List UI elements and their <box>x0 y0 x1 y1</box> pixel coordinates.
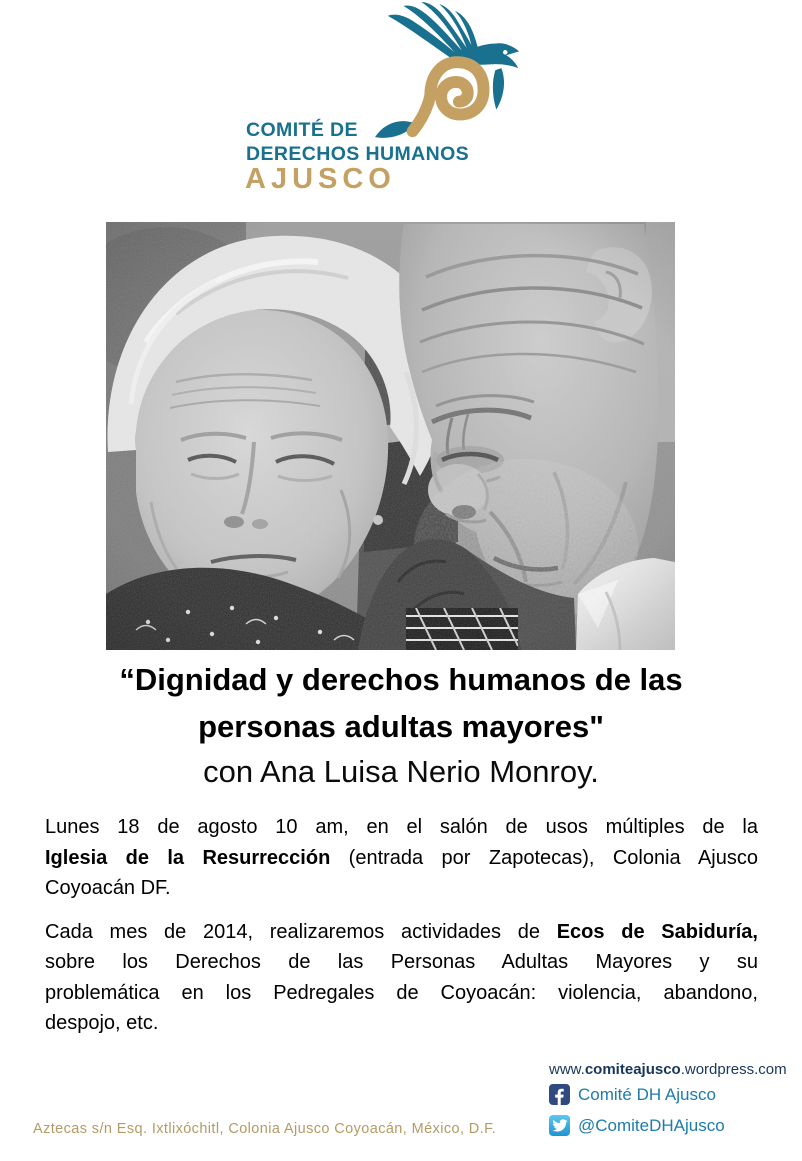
paragraph-program <box>45 917 758 1039</box>
p1-line3: Coyoacán DF. <box>45 877 171 899</box>
website-link[interactable] <box>549 1061 787 1078</box>
twitter-link[interactable] <box>549 1115 725 1136</box>
facebook-link[interactable] <box>549 1084 716 1105</box>
p2-line3: problemática en los Pedregales de Coyoacán: violencia, abandono, <box>45 981 758 1004</box>
dove-spiral-logo-icon <box>372 2 530 150</box>
dove-lower-wing <box>493 68 504 109</box>
event-details <box>45 812 758 1039</box>
event-title-line1: “Dignidad y derechos humanos de las <box>119 662 683 697</box>
dove-eye <box>503 50 508 55</box>
facebook-icon <box>549 1084 570 1105</box>
p1-line2-bold: Iglesia de la Resurrección <box>45 846 331 869</box>
website-prefix: www. <box>549 1061 585 1078</box>
twitter-label: @ComiteDHAjusco <box>578 1115 725 1135</box>
p1-line2-rest: (entrada por Zapotecas), Colonia Ajusco <box>330 846 758 869</box>
logo-org-name-line1: COMITÉ DE <box>246 119 358 141</box>
p2-line2: sobre los Derechos de las Personas Adultas Mayores y su <box>45 951 758 973</box>
facebook-label: Comité DH Ajusco <box>578 1084 716 1104</box>
logo-org-name-line2: DERECHOS HUMANOS <box>246 143 470 165</box>
vignette-overlay <box>106 222 675 650</box>
website-domain: comiteajusco <box>584 1061 681 1078</box>
twitter-icon <box>549 1115 570 1136</box>
p2-line1-pre: Cada mes de 2014, realizaremos actividades de <box>45 920 557 943</box>
website-suffix: .wordpress.com <box>680 1061 787 1078</box>
paragraph-when-where <box>45 812 758 904</box>
p2-line4: despojo, etc. <box>45 1012 159 1034</box>
event-title-line2: personas adultas mayores" <box>198 709 604 744</box>
p1-line1: Lunes 18 de agosto 10 am, en el salón de usos múltiples de la <box>45 816 758 838</box>
event-title <box>0 656 802 750</box>
gold-spiral-shape <box>413 62 484 131</box>
elderly-couple-photo <box>106 222 675 650</box>
speaker-byline: con Ana Luisa Nerio Monroy. <box>203 754 599 789</box>
logo-org-name-ajusco: AJUSCO <box>245 163 396 195</box>
p2-line1-bold: Ecos de Sabiduría, <box>556 920 758 943</box>
address-text: Aztecas s/n Esq. Ixtlixóchitl, Colonia Ajusco Coyoacán, México, D.F. <box>33 1121 497 1137</box>
